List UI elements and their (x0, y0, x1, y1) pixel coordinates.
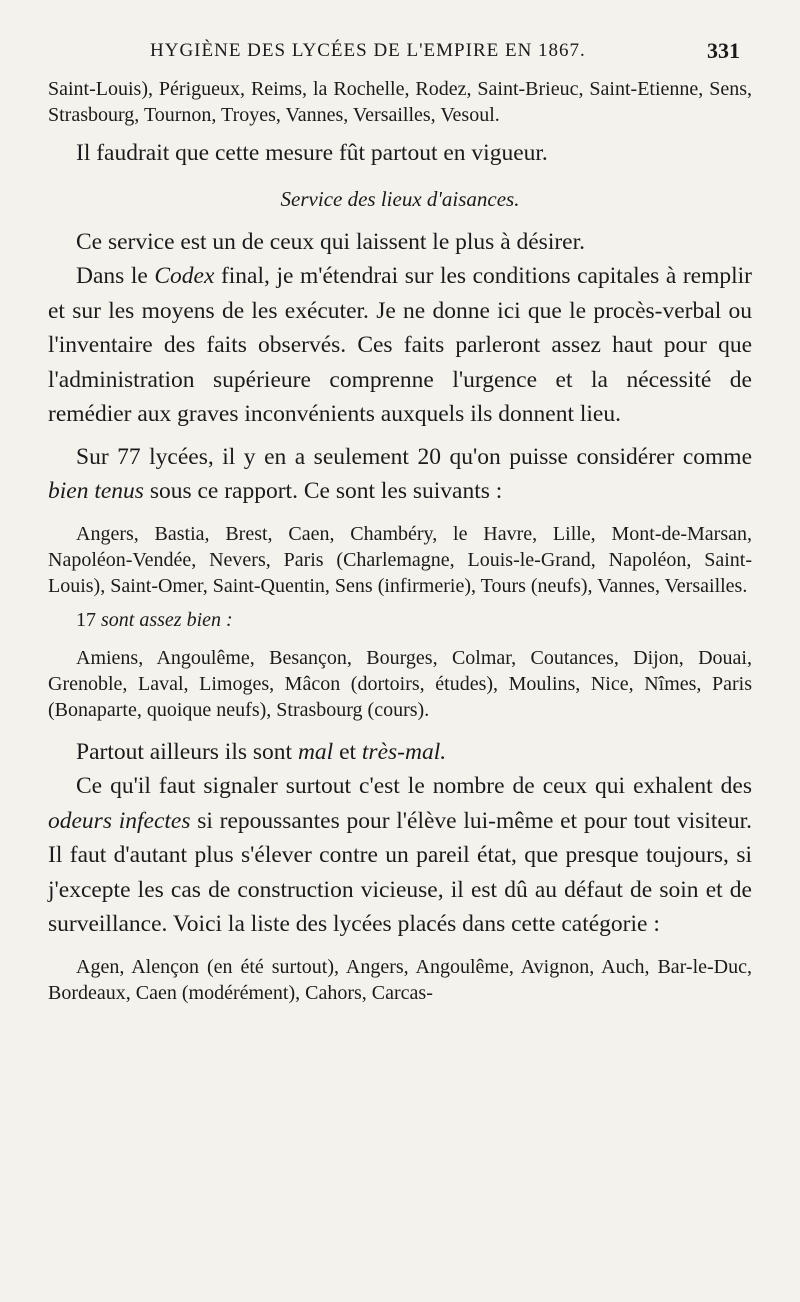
paragraph-list-continued: Saint-Louis), Périgueux, Reims, la Rochelle, Rodez, Saint-Brieuc, Saint-Etienne, Sens, Strasbourg, Tournon, Troyes, Vannes, Versailles, Vesoul. (48, 78, 752, 126)
mal-emphasis: mal (297, 738, 334, 765)
odeurs-emphasis: odeurs infectes (48, 807, 191, 834)
text-run: Ce qu'il faut signaler surtout c'est le nombre de ceux qui exhalent des (76, 773, 752, 799)
text-run: Dans le (76, 263, 155, 289)
tres-mal-emphasis: très-mal. (361, 738, 447, 765)
paragraph-codex (48, 259, 752, 432)
running-header (150, 40, 750, 70)
page-number: 331 (707, 38, 740, 63)
page-body (48, 76, 752, 1006)
paragraph-odeurs (48, 769, 752, 942)
list-assez-bien: Amiens, Angoulême, Besançon, Bourges, Colmar, Coutances, Dijon, Douai, Grenoble, Laval, Limoges, Mâcon (dortoirs, études), Moulins, Nice, Nîmes, Paris (Bonaparte, quoique neufs), Strasbourg (cours). (48, 646, 752, 721)
paragraph-mal (48, 735, 752, 770)
section-heading: Service des lieux d'aisances. (280, 186, 520, 211)
running-title: HYGIÈNE DES LYCÉES DE L'EMPIRE EN 1867. (150, 40, 586, 61)
assez-bien-emphasis: sont assez bien : (101, 608, 233, 631)
bien-tenus-emphasis: bien tenus (48, 478, 144, 504)
list-odeurs: Agen, Alençon (en été surtout), Angers, Angoulême, Avignon, Auch, Bar-le-Duc, Bordeaux, Caen (modérément), Cahors, Carcas- (48, 955, 752, 1004)
text-run: Partout ailleurs ils sont (76, 738, 298, 765)
text-run: et (333, 738, 362, 765)
text-run: Sur 77 lycées, il y en a seulement 20 qu'on puisse considérer comme (76, 443, 752, 470)
text-run: 17 (76, 608, 101, 631)
text-run: final, je m'étendrai sur les conditions capitales à remplir et sur les moyens de les exécuter. Je ne donne ici que le procès-verbal ou l'inventaire des faits observés. Ces faits parleront assez haut pour que l'administration supérieure comprenne l'urgence et la nécessité de remédier aux graves inconvénients auxquels ils donnent lieu. (48, 263, 752, 427)
text-run: si repoussantes pour l'élève lui-même et pour tout visiteur. Il faut d'autant plus s'élever contre un pareil état, que presque toujours, si j'excepte les cas de construction vicieuse, il est dû au défaut de soin et de surveillance. Voici la liste des lycées placés dans cette catégorie : (48, 807, 752, 937)
paragraph-recommendation: Il faudrait que cette mesure fût partout en vigueur. (76, 140, 548, 166)
paragraph-count (48, 440, 752, 509)
codex-emphasis: Codex (154, 263, 215, 289)
list-bien-tenus: Angers, Bastia, Brest, Caen, Chambéry, le Havre, Lille, Mont-de-Marsan, Napoléon-Vendée, Nevers, Paris (Charlemagne, Louis-le-Grand, Napoléon, Saint-Louis), Saint-Omer, Saint-Quentin, Sens (infirmerie), Tours (neufs), Vannes, Versailles. (48, 522, 752, 597)
text-run: sous ce rapport. Ce sont les suivants : (143, 478, 503, 504)
paragraph-intro: Ce service est un de ceux qui laissent le plus à désirer. (76, 228, 586, 255)
paragraph-assez-bien (48, 607, 752, 633)
